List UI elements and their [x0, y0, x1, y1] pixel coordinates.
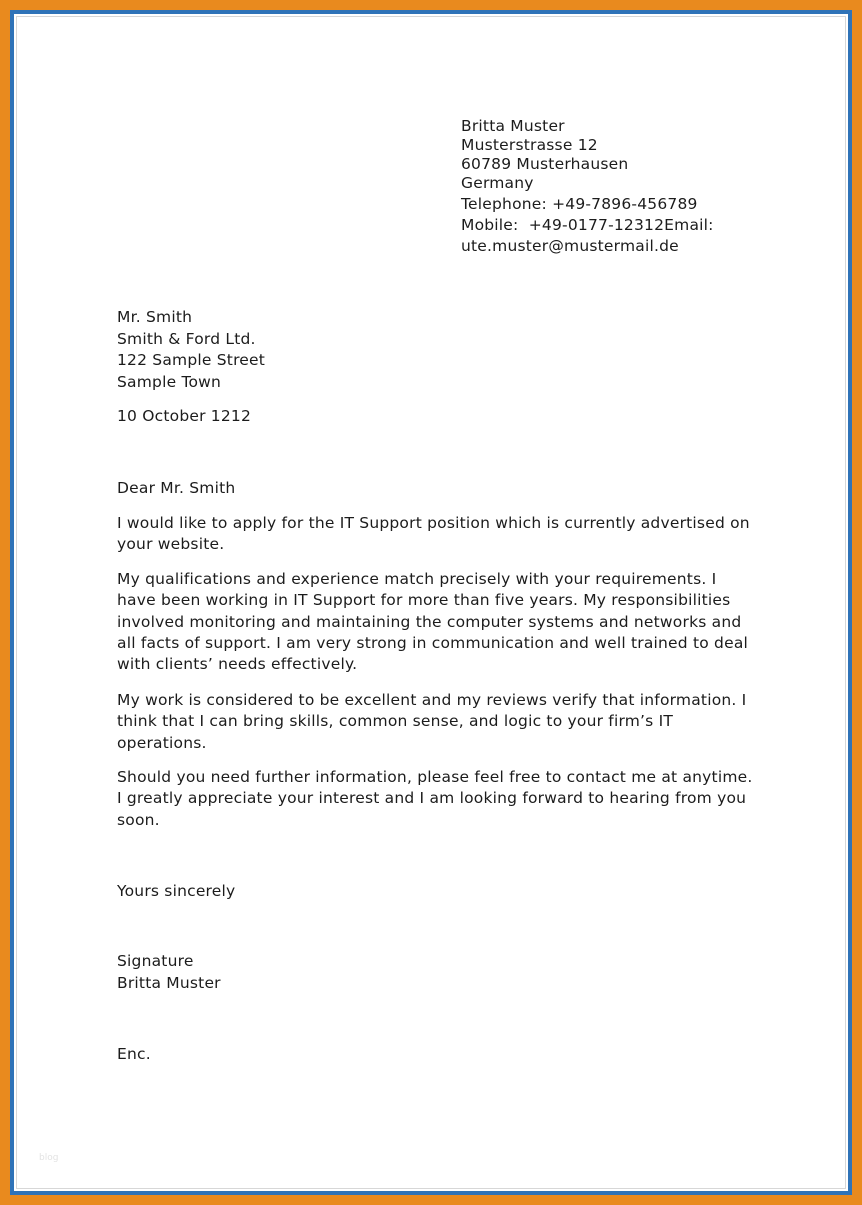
signature-label: Signature	[117, 952, 194, 970]
body-paragraph: I would like to apply for the IT Support position which is currently advertised on your website.	[117, 514, 750, 554]
enclosure-note: Enc.	[117, 1045, 151, 1063]
sender-name: Britta Muster	[461, 117, 565, 135]
letter-date: 10 October 1212	[117, 407, 252, 425]
body-paragraph: Should you need further information, please feel free to contact me at anytime. I greatly appreciate your interest and I am looking forward to hearing from you soon.	[117, 768, 753, 829]
sender-mobile: Mobile: +49-0177-12312Email:	[461, 216, 714, 234]
sender-address-block	[461, 117, 714, 256]
body-paragraph: My work is considered to be excellent and my reviews verify that information. I think that I can bring skills, common sense, and logic to your firm’s IT operations.	[117, 691, 747, 752]
recipient-town: Sample Town	[117, 372, 222, 391]
sender-city: 60789 Musterhausen	[461, 155, 629, 173]
recipient-street: 122 Sample Street	[117, 351, 266, 369]
recipient-address-block	[117, 307, 265, 393]
signature-name: Britta Muster	[117, 973, 221, 992]
sender-street: Musterstrasse 12	[461, 136, 598, 154]
salutation: Dear Mr. Smith	[117, 479, 236, 497]
sender-email: ute.muster@mustermail.de	[461, 237, 679, 255]
sender-telephone: Telephone: +49-7896-456789	[461, 195, 698, 213]
watermark: blog	[39, 1153, 59, 1163]
closing: Yours sincerely	[117, 882, 236, 900]
recipient-name: Mr. Smith	[117, 308, 193, 326]
sender-country: Germany	[461, 174, 534, 192]
letter-page	[16, 16, 846, 1189]
signature-block	[117, 951, 221, 994]
recipient-company: Smith & Ford Ltd.	[117, 329, 256, 348]
body-paragraph: My qualifications and experience match precisely with your requirements. I have been working in IT Support for more than five years. My responsibilities involved monitoring and maintaining the computer systems and networks and all facts of support. I am very strong in communication and well trained to deal with clients’ needs effectively.	[117, 570, 749, 674]
